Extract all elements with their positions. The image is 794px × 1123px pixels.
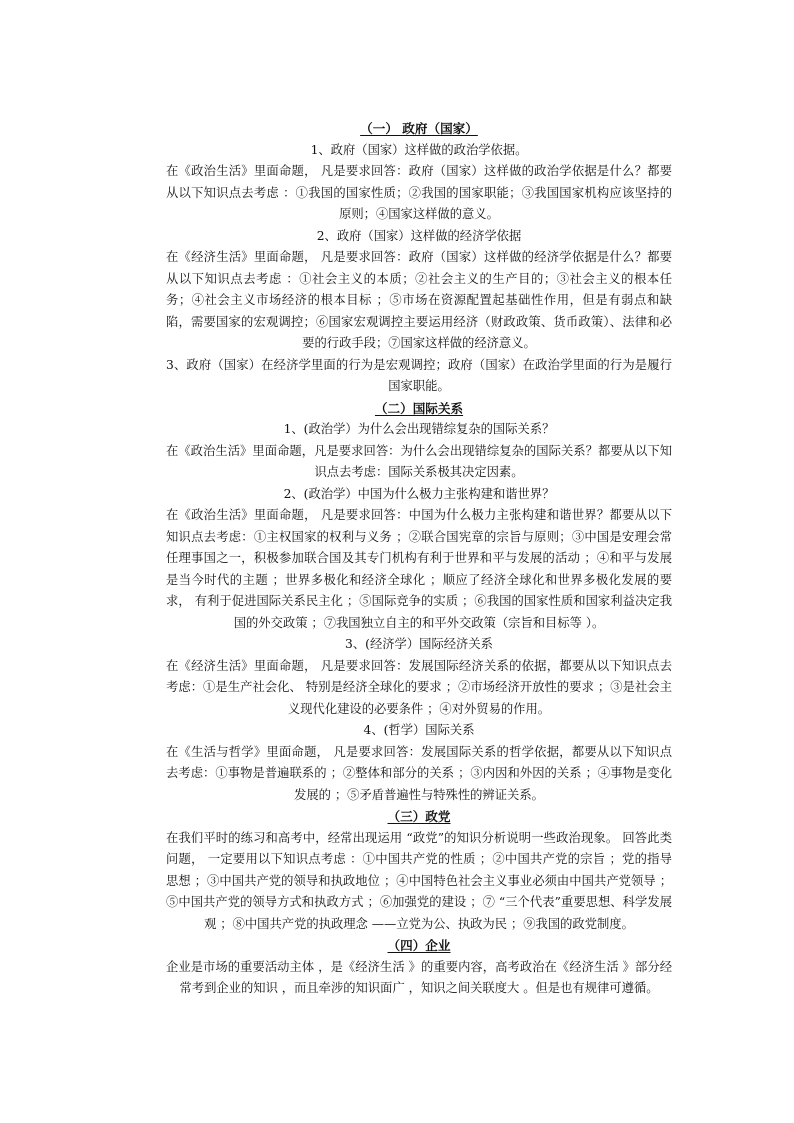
paragraph-complex-relations: 在《政治生活》里面命题，凡是要求回答：为什么会出现错综复杂的国际关系？都要从以下知识点去考虑：国际关系极其决定因素。 xyxy=(166,443,672,479)
paragraph-economic-basis: 在《经济生活》里面命题， 凡是要求回答：政府（国家）这样做的经济学依据是什么？都要从以下知识点去考虑 ：①社会主义的本质；②社会主义的生产目的；③社会主义的根本任务；④社会主义市场经济的根本目标 ；⑤市场在资源配置起基础性作用，但是有弱点和缺陷，需要国家的宏观调控；⑥国家宏观调控主要运用经济（财政政策、货币政策）、法律和必要的行政手段；⑦国家这样做的经济意义。 xyxy=(166,250,672,350)
paragraph-philosophy-relations: 在《生活与哲学》里面命题， 凡是要求回答：发展国际关系的哲学依据，都要从以下知识点去考虑：①事物是普遍联系的 ；②整体和部分的关系 ；③内因和外因的关系 ；④事物是变化发展的 ；⑤矛盾普遍性与特殊性的辨证关系。 xyxy=(166,744,672,802)
subheading-harmonious-world: 2、(政治学）中国为什么极力主张构建和谐世界？ xyxy=(283,486,555,501)
subheading-complex-relations: 1、(政治学）为什么会出现错综复杂的国际关系？ xyxy=(283,422,555,436)
paragraph-government-behavior: 3、政府（国家）在经济学里面的行为是宏观调控；政府（国家）在政治学里面的行为是履行国家职能。 xyxy=(166,357,672,393)
paragraph-economic-relations: 在《经济生活》里面命题， 凡是要求回答：发展国际经济关系的依据，都要从以下知识点去考虑：①是生产社会化、 特别是经济全球化的要求 ；②市场经济开放性的要求 ；③是社会主义现代化建设的必要条件 ；④对外贸易的作用。 xyxy=(166,658,672,716)
paragraph-political-party: 在我们平时的练习和高考中，经常出现运用 “政党”的知识分析说明一些政治现象。 回答此类问题， 一定要用以下知识点考虑 ：①中国共产党的性质 ；②中国共产党的宗旨 ；党的指导思想 ；③中国共产党的领导和执政地位 ；④中国特色社会主义事业必须由中国共产党领导 ；⑤中国共产党的领导方式和执政方式 ；⑥加强党的建设 ；⑦ “三个代表”重要思想、科学发展观 ；⑧中国共产党的执政理念 ——立党为公、执政为民 ；⑨我国的政党制度。 xyxy=(166,830,672,931)
paragraph-political-basis: 在《政治生活》里面命题， 凡是要求回答：政府（国家）这样做的政治学依据是什么？都要从以下知识点去考虑 ：①我国的国家性质；②我国的国家职能；③我国国家机构应该坚持的原则；④国家这样做的意义。 xyxy=(166,164,672,221)
section-heading-international-relations: （二）国际关系 xyxy=(374,400,464,416)
paragraph-enterprise: 企业是市场的重要活动主体 ，是《经济生活 》的重要内容，高考政治在《经济生活 》部分经常考到企业的知识 ，而且牵涉的知识面广 ，知识之间关联度大 。但是也有规律可遵循。 xyxy=(166,959,672,995)
section-heading-government: （一） 政府（国家） xyxy=(360,121,478,136)
subheading-economic-basis: 2、政府（国家）这样做的经济学依据 xyxy=(316,228,522,243)
section-heading-political-party: （三）政党 xyxy=(387,809,451,824)
subheading-economic-relations: 3、(经济学）国际经济关系 xyxy=(345,637,493,651)
document-page xyxy=(166,118,672,1000)
section-heading-enterprise: （四）企业 xyxy=(387,938,451,953)
subheading-political-basis: 1、政府（国家）这样做的政治学依据。 xyxy=(310,142,528,157)
subheading-philosophy-relations: 4、(哲学）国际关系 xyxy=(363,723,475,737)
paragraph-harmonious-world: 在《政治生活》里面命题， 凡是要求回答：中国为什么极力主张构建和谐世界？都要从以下知识点去考虑：①主权国家的权利与义务 ；②联合国宪章的宗旨与原则；③中国是安理会常任理事国之一，积极参加联合国及其专门机构有利于世界和平与发展的活动 ；④和平与发展是当今时代的主题 ；世界多极化和经济全球化 ；顺应了经济全球化和世界多极化发展的要求， 有利于促进国际关系民主化 ；⑤国际竞争的实质 ；⑥我国的国家性质和国家利益决定我国的外交政策 ；⑦我国独立自主的和平外交政策（宗旨和目标等 ）。 xyxy=(166,508,672,630)
